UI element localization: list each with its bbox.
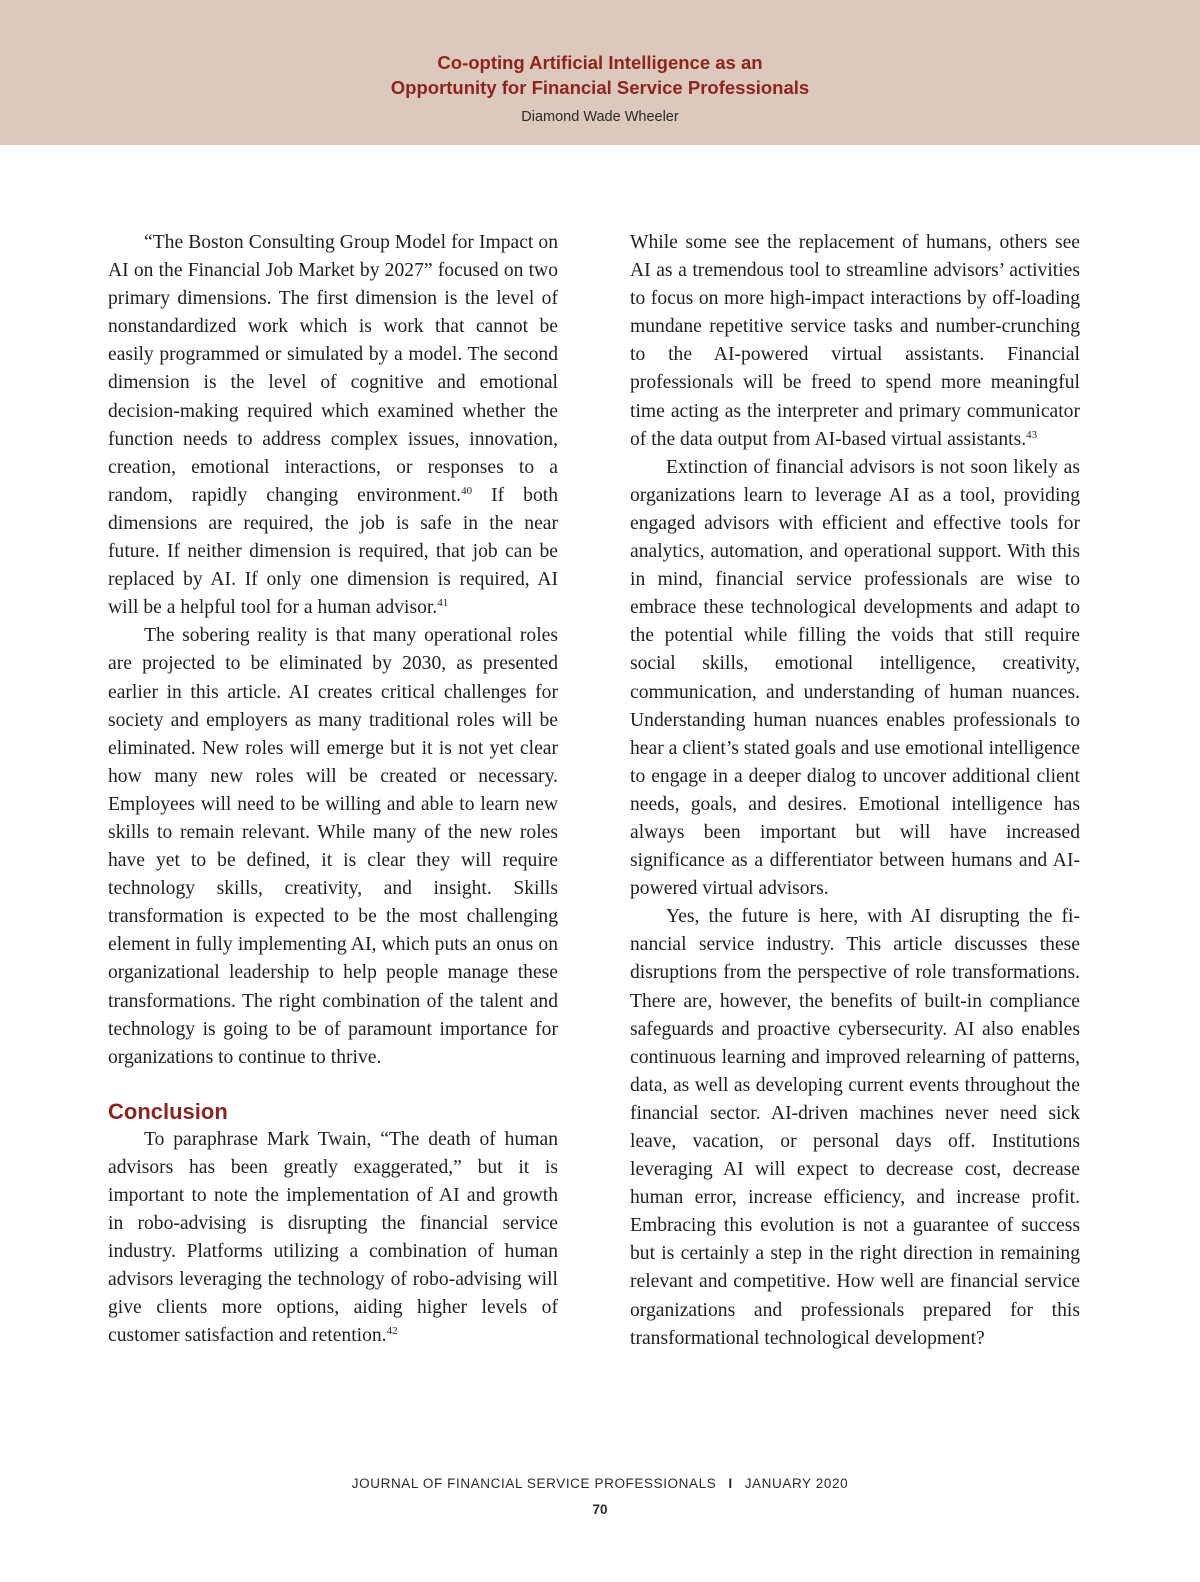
paragraph-text: If both dimensions are required, the job is safe in the near future. If neither dimension is required, that job can be replaced by AI. If only one dimension is required, AI will be a helpful tool for a human advisor.	[108, 484, 558, 619]
author-name: Diamond Wade Wheeler	[521, 109, 679, 125]
right-column	[630, 229, 1080, 1353]
running-footer	[0, 1474, 1200, 1494]
paragraph	[108, 1126, 558, 1351]
left-column	[108, 229, 558, 1351]
footnote-ref: 43	[1026, 428, 1038, 441]
paragraph-text: While some see the replacement of humans, others see AI as a tremendous tool to streamline advisors’ activities to focus on more high-impact interactions by off-loading mundane repetitive service tasks and number-crunching to the AI-powered virtual assistants. Financial professionals will be freed to spend more meaningful time acting as the interpreter and primary communicator of the data output from AI-based virtual assistants.	[630, 232, 1080, 450]
footnote-ref: 42	[386, 1325, 398, 1338]
article-title-line-1: Co-opting Artificial Intelligence as an	[437, 52, 763, 73]
footer-separator: I	[728, 1476, 733, 1491]
journal-name: JOURNAL OF FINANCIAL SERVICE PROFESSIONALS	[351, 1476, 717, 1491]
paragraph	[630, 229, 1080, 454]
footnote-ref: 41	[437, 597, 449, 610]
paragraph: Yes, the future is here, with AI disrupting the financial service industry. This article discusses these disruptions from the perspective of role transformations. There are, however, the benefits of built-in compliance safeguards and proactive cybersecurity. AI also enables continuous learning and improved relearning of patterns, data, as well as developing current events throughout the financial sector. AI-driven machines never need sick leave, vacation, or personal days off. Institutions leveraging AI will expect to decrease cost, decrease human error, increase efficiency, and increase profit. Embracing this evolution is not a guarantee of success but is certainly a step in the right direction in remaining relevant and competitive. How well are financial service organizations and professionals prepared for this transformational technological development?	[630, 906, 1080, 1349]
article-title-line-2: Opportunity for Financial Service Professionals	[390, 77, 810, 98]
paragraph	[108, 229, 558, 622]
section-heading-conclusion: Conclusion	[108, 1098, 228, 1124]
paragraph-text: To paraphrase Mark Twain, “The death of human advisors has been greatly exaggerated,” but it is important to note the implementation of AI and growth in robo-advising is disrupting the financial service industry. Platforms utilizing a combination of human advisors leveraging the technology of robo-advising will give clients more options, aiding higher levels of customer satisfaction and retention.	[108, 1128, 558, 1347]
footnote-ref: 40	[461, 484, 473, 497]
paragraph-text: “The Boston Consulting Group Model for Impact on AI on the Financial Job Market by 2027” focused on two primary dimensions. The first dimension is the level of nonstandardized work which is work that cannot be easily programmed or simulated by a model. The second dimension is the level of cognitive and emotional decision-making required which examined whether the function needs to address complex issues, innovation, creation, emotional interactions, or responses to a random, rapidly changing environment.	[108, 232, 558, 506]
paragraph: Extinction of financial advisors is not soon likely as organizations learn to leverage AI as a tool, providing engaged advisors with efficient and effective tools for analytics, automation, and operational support. With this in mind, financial service professionals are wise to embrace these technological developments and adapt to the potential while filling the voids that still require social skills, emotional intelligence, creativity, communication, and understanding of human nuances. Understanding human nuances enables professionals to hear a client’s stated goals and use emotional intelligence to engage in a deeper dialog to uncover additional client needs, goals, and desires. Emotional intelligence has always been important but will have increased significance as a differentiator between humans and AI-powered virtual advisors.	[630, 456, 1080, 900]
page-number: 70	[592, 1502, 608, 1517]
running-header	[0, 0, 1200, 145]
issue-date: JANUARY 2020	[744, 1476, 849, 1491]
paragraph: The sobering reality is that many operational roles are projected to be eliminated by 2030, as presented earlier in this article. AI creates critical challenges for society and employers as many traditional roles will be eliminated. New roles will emerge but it is not yet clear how many new roles will be created or necessary. Employees will need to be willing and able to learn new skills to remain relevant. While many of the new roles have yet to be defined, it is clear they will require technology skills, creativity, and insight. Skills transformation is expected to be the most challenging element in fully implementing AI, which puts an onus on organizational leadership to help people manage these transformations. The right combination of the talent and technology is going to be of paramount importance for organizations to continue to thrive.	[108, 625, 558, 1068]
